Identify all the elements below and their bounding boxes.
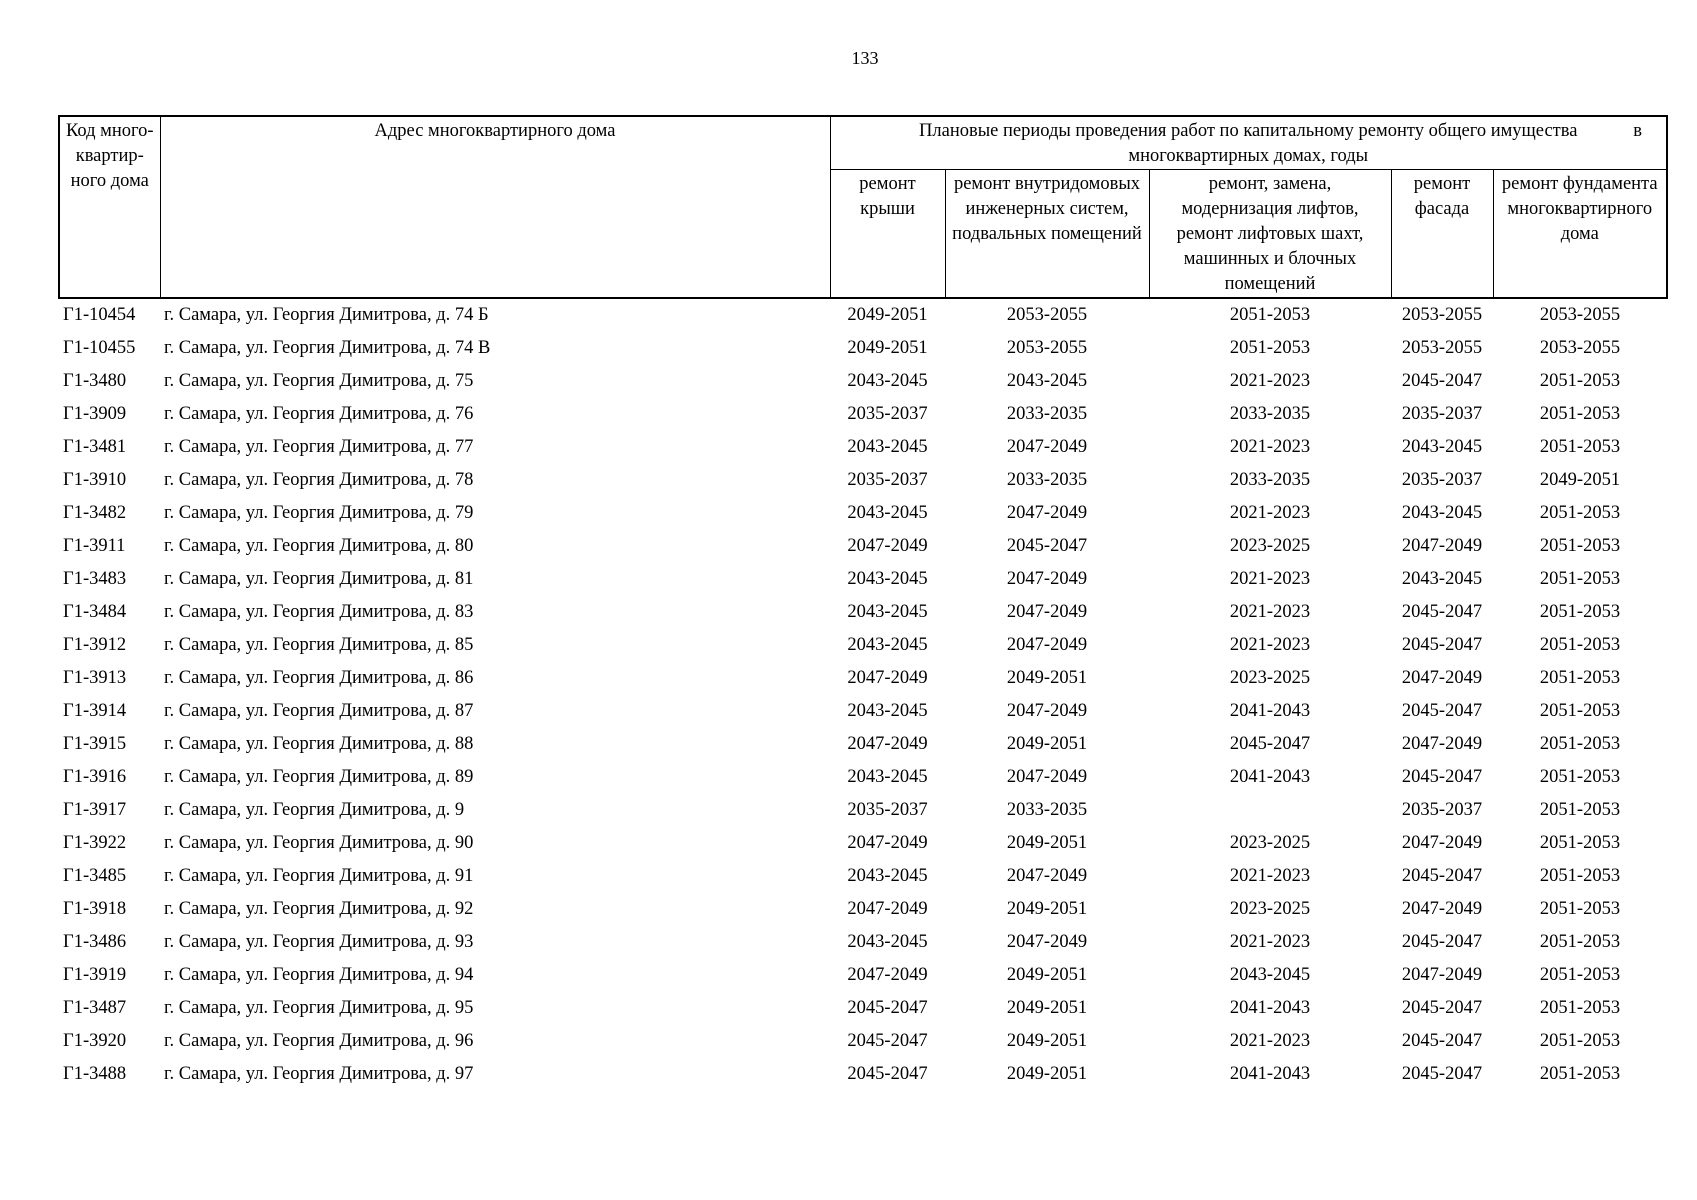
cell-lifts-repair: 2023-2025 xyxy=(1229,536,1311,556)
cell-facade-repair: 2045-2047 xyxy=(1401,1064,1483,1084)
cell-address: г. Самара, ул. Георгия Димитрова, д. 93 xyxy=(164,932,474,952)
cell-facade-repair: 2053-2055 xyxy=(1401,338,1483,358)
cell-roof-repair: 2043-2045 xyxy=(847,437,928,457)
cell-roof-repair: 2043-2045 xyxy=(847,866,928,886)
header-foundation-repair: ремонт фундамента многоквартирного дома xyxy=(1493,170,1667,299)
cell-foundation-repair: 2051-2053 xyxy=(1539,833,1621,853)
cell-facade-repair: 2035-2037 xyxy=(1401,404,1483,424)
cell-address: г. Самара, ул. Георгия Димитрова, д. 81 xyxy=(164,569,474,589)
cell-lifts-repair: 2021-2023 xyxy=(1229,569,1311,589)
cell-systems-repair: 2049-2051 xyxy=(1006,833,1088,853)
cell-address: г. Самара, ул. Георгия Димитрова, д. 9 xyxy=(164,800,465,820)
cell-roof-repair: 2035-2037 xyxy=(847,800,928,820)
cell-address: г. Самара, ул. Георгия Димитрова, д. 94 xyxy=(164,965,474,985)
cell-foundation-repair: 2051-2053 xyxy=(1539,668,1621,688)
cell-facade-repair: 2047-2049 xyxy=(1401,899,1483,919)
cell-house-code: Г1-3913 xyxy=(63,668,127,688)
cell-roof-repair: 2047-2049 xyxy=(847,899,928,919)
cell-lifts-repair: 2051-2053 xyxy=(1229,338,1311,358)
cell-lifts-repair: 2043-2045 xyxy=(1229,965,1311,985)
cell-facade-repair: 2035-2037 xyxy=(1401,800,1483,820)
cell-systems-repair: 2045-2047 xyxy=(1006,536,1088,556)
cell-foundation-repair: 2051-2053 xyxy=(1539,866,1621,886)
cell-foundation-repair: 2051-2053 xyxy=(1539,536,1621,556)
table-row xyxy=(59,1058,1667,1091)
header-planned-periods-tail: в xyxy=(1633,121,1642,141)
cell-lifts-repair: 2041-2043 xyxy=(1229,1064,1311,1084)
cell-facade-repair: 2043-2045 xyxy=(1401,569,1483,589)
cell-facade-repair: 2047-2049 xyxy=(1401,833,1483,853)
cell-address: г. Самара, ул. Георгия Димитрова, д. 83 xyxy=(164,602,474,622)
cell-foundation-repair: 2051-2053 xyxy=(1539,1064,1621,1084)
cell-foundation-repair: 2053-2055 xyxy=(1539,305,1621,325)
cell-systems-repair: 2049-2051 xyxy=(1006,668,1088,688)
cell-facade-repair: 2047-2049 xyxy=(1401,734,1483,754)
cell-house-code: Г1-3916 xyxy=(63,767,127,787)
cell-systems-repair: 2049-2051 xyxy=(1006,965,1088,985)
page-number: 133 xyxy=(851,48,879,68)
cell-systems-repair: 2043-2045 xyxy=(1006,371,1088,391)
cell-systems-repair: 2047-2049 xyxy=(1006,635,1088,655)
header-lifts-repair: ремонт, замена, модернизация лифтов, ремонт лифтовых шахт, машинных и блочных помещений xyxy=(1149,170,1391,299)
cell-address: г. Самара, ул. Георгия Димитрова, д. 90 xyxy=(164,833,474,853)
cell-house-code: Г1-3918 xyxy=(63,899,127,919)
cell-roof-repair: 2047-2049 xyxy=(847,734,928,754)
cell-systems-repair: 2049-2051 xyxy=(1006,899,1088,919)
cell-house-code: Г1-3919 xyxy=(63,965,127,985)
cell-house-code: Г1-3920 xyxy=(63,1031,127,1051)
cell-systems-repair: 2049-2051 xyxy=(1006,1064,1088,1084)
table-row xyxy=(59,728,1667,761)
cell-foundation-repair: 2051-2053 xyxy=(1539,800,1621,820)
cell-systems-repair: 2047-2049 xyxy=(1006,569,1088,589)
cell-house-code: Г1-3917 xyxy=(63,800,127,820)
cell-lifts-repair: 2033-2035 xyxy=(1229,404,1311,424)
cell-roof-repair: 2035-2037 xyxy=(847,404,928,424)
cell-facade-repair: 2045-2047 xyxy=(1401,866,1483,886)
cell-address: г. Самара, ул. Георгия Димитрова, д. 87 xyxy=(164,701,474,721)
cell-house-code: Г1-3488 xyxy=(63,1064,127,1084)
cell-facade-repair: 2045-2047 xyxy=(1401,635,1483,655)
table-row xyxy=(59,464,1667,497)
cell-lifts-repair: 2033-2035 xyxy=(1229,470,1311,490)
cell-foundation-repair: 2051-2053 xyxy=(1539,899,1621,919)
cell-roof-repair: 2049-2051 xyxy=(847,305,928,325)
cell-foundation-repair: 2049-2051 xyxy=(1539,470,1621,490)
cell-house-code: Г1-3911 xyxy=(63,536,126,556)
cell-address: г. Самара, ул. Георгия Димитрова, д. 92 xyxy=(164,899,474,919)
cell-facade-repair: 2045-2047 xyxy=(1401,932,1483,952)
cell-address: г. Самара, ул. Георгия Димитрова, д. 74 В xyxy=(164,338,491,358)
cell-lifts-repair: 2021-2023 xyxy=(1229,437,1311,457)
table-row xyxy=(59,662,1667,695)
cell-address: г. Самара, ул. Георгия Димитрова, д. 86 xyxy=(164,668,474,688)
cell-foundation-repair: 2051-2053 xyxy=(1539,965,1621,985)
cell-address: г. Самара, ул. Георгия Димитрова, д. 79 xyxy=(164,503,474,523)
header-systems-repair: ремонт внутридомовых инженерных систем, подвальных помещений xyxy=(945,170,1149,299)
cell-house-code: Г1-3483 xyxy=(63,569,127,589)
capital-repair-table xyxy=(58,115,1668,1091)
cell-facade-repair: 2053-2055 xyxy=(1401,305,1483,325)
cell-lifts-repair: 2023-2025 xyxy=(1229,899,1311,919)
cell-facade-repair: 2045-2047 xyxy=(1401,371,1483,391)
table-row xyxy=(59,992,1667,1025)
cell-systems-repair: 2033-2035 xyxy=(1006,470,1088,490)
cell-lifts-repair: 2051-2053 xyxy=(1229,305,1311,325)
cell-facade-repair: 2045-2047 xyxy=(1401,998,1483,1018)
cell-systems-repair: 2049-2051 xyxy=(1006,998,1088,1018)
cell-foundation-repair: 2053-2055 xyxy=(1539,338,1621,358)
cell-lifts-repair: 2021-2023 xyxy=(1229,635,1311,655)
table-header xyxy=(59,116,1667,298)
cell-systems-repair: 2033-2035 xyxy=(1006,404,1088,424)
table-row xyxy=(59,563,1667,596)
table-row xyxy=(59,959,1667,992)
cell-house-code: Г1-3915 xyxy=(63,734,127,754)
cell-address: г. Самара, ул. Георгия Димитрова, д. 88 xyxy=(164,734,474,754)
cell-roof-repair: 2035-2037 xyxy=(847,470,928,490)
cell-systems-repair: 2047-2049 xyxy=(1006,503,1088,523)
table-row xyxy=(59,629,1667,662)
cell-lifts-repair: 2023-2025 xyxy=(1229,668,1311,688)
header-planned-periods xyxy=(830,116,1667,170)
table-row xyxy=(59,860,1667,893)
cell-foundation-repair: 2051-2053 xyxy=(1539,404,1621,424)
cell-lifts-repair: 2023-2025 xyxy=(1229,833,1311,853)
cell-house-code: Г1-3482 xyxy=(63,503,127,523)
cell-systems-repair: 2049-2051 xyxy=(1006,734,1088,754)
cell-roof-repair: 2045-2047 xyxy=(847,998,928,1018)
cell-facade-repair: 2047-2049 xyxy=(1401,536,1483,556)
cell-roof-repair: 2047-2049 xyxy=(847,668,928,688)
cell-foundation-repair: 2051-2053 xyxy=(1539,635,1621,655)
cell-roof-repair: 2043-2045 xyxy=(847,503,928,523)
table-row xyxy=(59,365,1667,398)
cell-foundation-repair: 2051-2053 xyxy=(1539,569,1621,589)
cell-facade-repair: 2043-2045 xyxy=(1401,503,1483,523)
cell-address: г. Самара, ул. Георгия Димитрова, д. 74 Б xyxy=(164,305,489,325)
cell-house-code: Г1-3480 xyxy=(63,371,127,391)
cell-foundation-repair: 2051-2053 xyxy=(1539,701,1621,721)
header-house-code: Код много-квартир-ного дома xyxy=(59,116,160,298)
cell-roof-repair: 2043-2045 xyxy=(847,569,928,589)
cell-roof-repair: 2043-2045 xyxy=(847,371,928,391)
cell-foundation-repair: 2051-2053 xyxy=(1539,1031,1621,1051)
header-planned-periods-text: Плановые периоды проведения работ по капитальному ремонту общего имущества xyxy=(919,121,1578,141)
cell-foundation-repair: 2051-2053 xyxy=(1539,371,1621,391)
table-row xyxy=(59,893,1667,926)
header-planned-periods-line2: многоквартирных домах, годы xyxy=(1128,146,1369,166)
cell-address: г. Самара, ул. Георгия Димитрова, д. 89 xyxy=(164,767,474,787)
cell-address: г. Самара, ул. Георгия Димитрова, д. 95 xyxy=(164,998,474,1018)
cell-house-code: Г1-3484 xyxy=(63,602,127,622)
cell-foundation-repair: 2051-2053 xyxy=(1539,932,1621,952)
cell-lifts-repair xyxy=(1149,794,1391,827)
cell-systems-repair: 2053-2055 xyxy=(1006,338,1088,358)
cell-facade-repair: 2047-2049 xyxy=(1401,965,1483,985)
header-address: Адрес многоквартирного дома xyxy=(160,116,830,298)
table-row xyxy=(59,298,1667,332)
cell-foundation-repair: 2051-2053 xyxy=(1539,503,1621,523)
cell-lifts-repair: 2021-2023 xyxy=(1229,602,1311,622)
cell-foundation-repair: 2051-2053 xyxy=(1539,437,1621,457)
cell-lifts-repair: 2041-2043 xyxy=(1229,998,1311,1018)
cell-house-code: Г1-3914 xyxy=(63,701,127,721)
cell-address: г. Самара, ул. Георгия Димитрова, д. 91 xyxy=(164,866,474,886)
cell-address: г. Самара, ул. Георгия Димитрова, д. 97 xyxy=(164,1064,474,1084)
cell-roof-repair: 2045-2047 xyxy=(847,1031,928,1051)
table-row xyxy=(59,332,1667,365)
cell-systems-repair: 2047-2049 xyxy=(1006,437,1088,457)
cell-house-code: Г1-3922 xyxy=(63,833,127,853)
cell-address: г. Самара, ул. Георгия Димитрова, д. 78 xyxy=(164,470,474,490)
cell-roof-repair: 2043-2045 xyxy=(847,635,928,655)
cell-lifts-repair: 2045-2047 xyxy=(1229,734,1311,754)
cell-lifts-repair: 2041-2043 xyxy=(1229,701,1311,721)
cell-systems-repair: 2047-2049 xyxy=(1006,932,1088,952)
cell-house-code: Г1-10454 xyxy=(63,305,136,325)
cell-house-code: Г1-3485 xyxy=(63,866,127,886)
table-row xyxy=(59,497,1667,530)
cell-lifts-repair: 2021-2023 xyxy=(1229,1031,1311,1051)
table-row xyxy=(59,695,1667,728)
cell-systems-repair: 2033-2035 xyxy=(1006,800,1088,820)
table-body xyxy=(59,298,1667,1091)
cell-foundation-repair: 2051-2053 xyxy=(1539,734,1621,754)
cell-systems-repair: 2053-2055 xyxy=(1006,305,1088,325)
cell-facade-repair: 2047-2049 xyxy=(1401,668,1483,688)
table-row xyxy=(59,761,1667,794)
cell-house-code: Г1-3481 xyxy=(63,437,127,457)
cell-lifts-repair: 2021-2023 xyxy=(1229,866,1311,886)
cell-roof-repair: 2043-2045 xyxy=(847,602,928,622)
cell-foundation-repair: 2051-2053 xyxy=(1539,998,1621,1018)
header-roof-repair: ремонт крыши xyxy=(830,170,945,299)
cell-address: г. Самара, ул. Георгия Димитрова, д. 77 xyxy=(164,437,474,457)
cell-house-code: Г1-3910 xyxy=(63,470,127,490)
cell-facade-repair: 2045-2047 xyxy=(1401,767,1483,787)
cell-roof-repair: 2047-2049 xyxy=(847,833,928,853)
cell-systems-repair: 2049-2051 xyxy=(1006,1031,1088,1051)
cell-address: г. Самара, ул. Георгия Димитрова, д. 96 xyxy=(164,1031,474,1051)
table-row xyxy=(59,926,1667,959)
cell-facade-repair: 2035-2037 xyxy=(1401,470,1483,490)
cell-facade-repair: 2045-2047 xyxy=(1401,1031,1483,1051)
cell-facade-repair: 2045-2047 xyxy=(1401,602,1483,622)
cell-foundation-repair: 2051-2053 xyxy=(1539,602,1621,622)
cell-roof-repair: 2045-2047 xyxy=(847,1064,928,1084)
table-row xyxy=(59,794,1667,827)
table-row xyxy=(59,1025,1667,1058)
table-row xyxy=(59,827,1667,860)
cell-foundation-repair: 2051-2053 xyxy=(1539,767,1621,787)
cell-address: г. Самара, ул. Георгия Димитрова, д. 76 xyxy=(164,404,474,424)
cell-roof-repair: 2043-2045 xyxy=(847,767,928,787)
cell-systems-repair: 2047-2049 xyxy=(1006,602,1088,622)
cell-address: г. Самара, ул. Георгия Димитрова, д. 85 xyxy=(164,635,474,655)
header-facade-repair: ремонт фасада xyxy=(1391,170,1493,299)
cell-roof-repair: 2047-2049 xyxy=(847,965,928,985)
cell-house-code: Г1-3912 xyxy=(63,635,127,655)
table-row xyxy=(59,398,1667,431)
table-row xyxy=(59,530,1667,563)
cell-address: г. Самара, ул. Георгия Димитрова, д. 80 xyxy=(164,536,474,556)
table-row xyxy=(59,431,1667,464)
cell-roof-repair: 2043-2045 xyxy=(847,932,928,952)
cell-house-code: Г1-10455 xyxy=(63,338,136,358)
cell-house-code: Г1-3486 xyxy=(63,932,127,952)
cell-house-code: Г1-3909 xyxy=(63,404,127,424)
cell-systems-repair: 2047-2049 xyxy=(1006,701,1088,721)
cell-house-code: Г1-3487 xyxy=(63,998,127,1018)
cell-lifts-repair: 2021-2023 xyxy=(1229,932,1311,952)
cell-facade-repair: 2045-2047 xyxy=(1401,701,1483,721)
cell-lifts-repair: 2021-2023 xyxy=(1229,371,1311,391)
cell-lifts-repair: 2041-2043 xyxy=(1229,767,1311,787)
cell-facade-repair: 2043-2045 xyxy=(1401,437,1483,457)
table-row xyxy=(59,596,1667,629)
cell-lifts-repair: 2021-2023 xyxy=(1229,503,1311,523)
cell-roof-repair: 2049-2051 xyxy=(847,338,928,358)
cell-roof-repair: 2047-2049 xyxy=(847,536,928,556)
cell-roof-repair: 2043-2045 xyxy=(847,701,928,721)
cell-systems-repair: 2047-2049 xyxy=(1006,866,1088,886)
cell-systems-repair: 2047-2049 xyxy=(1006,767,1088,787)
cell-address: г. Самара, ул. Георгия Димитрова, д. 75 xyxy=(164,371,474,391)
